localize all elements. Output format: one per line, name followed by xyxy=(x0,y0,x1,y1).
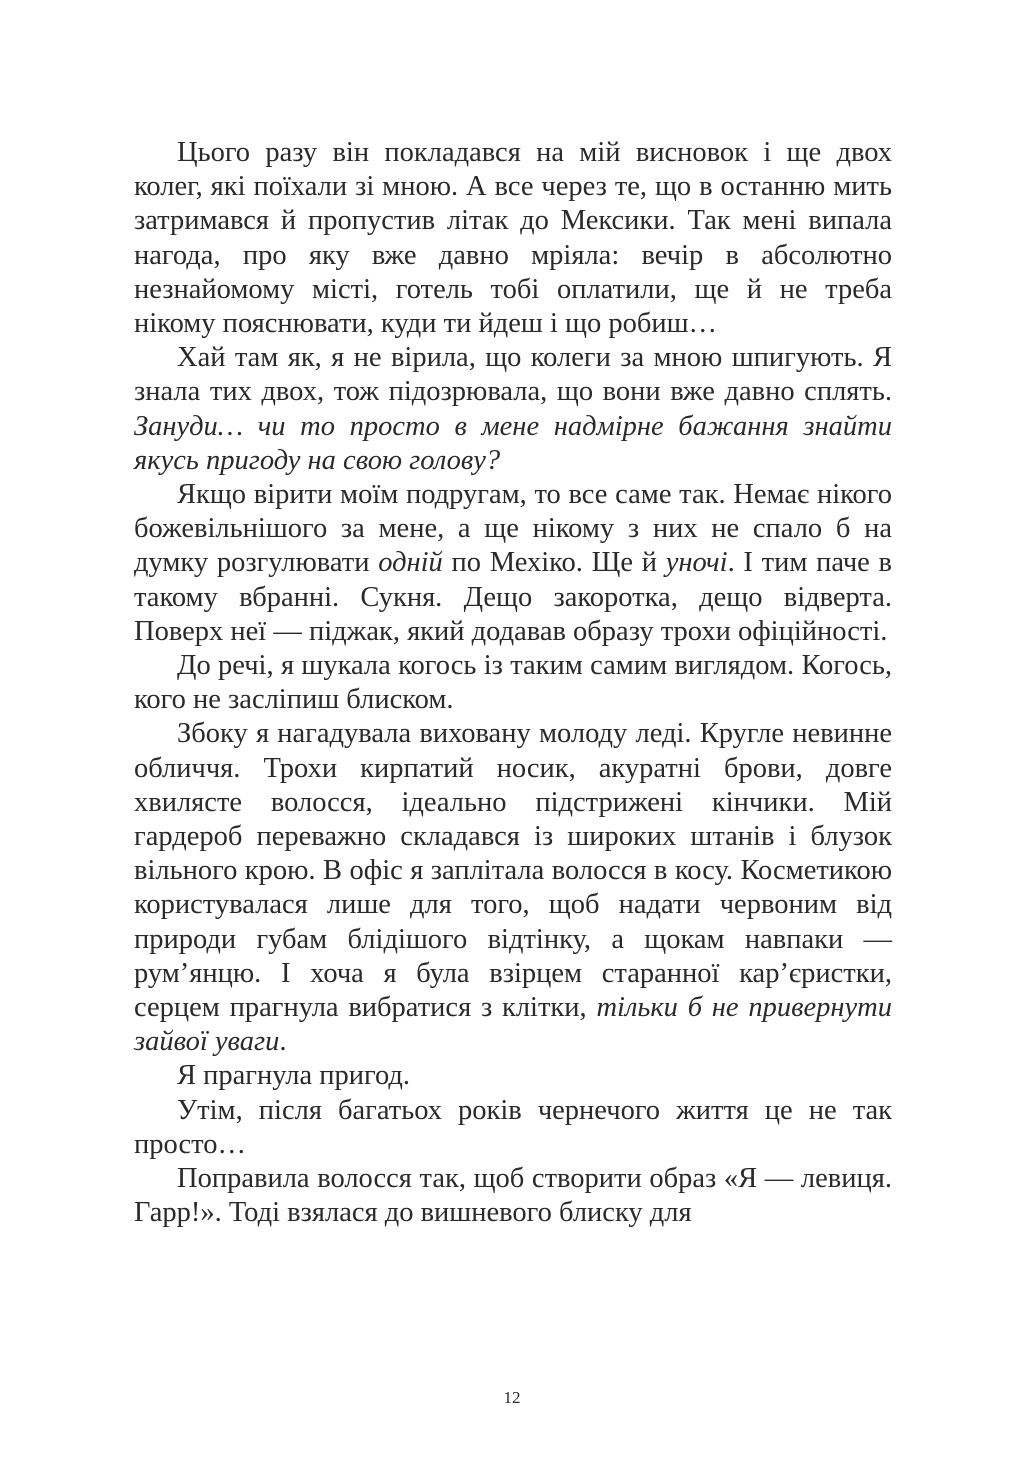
paragraph xyxy=(134,478,892,649)
text-segment: . xyxy=(279,1026,287,1058)
text-segment: Якщо вірити моїм подругам, то все саме так. Немає нікого божевільнішого за мене, а ще нікому з них не спало б на думку розгулювати xyxy=(134,479,892,579)
text-segment: Я прагнула пригод. xyxy=(177,1060,411,1092)
text-segment: Цього разу він покладався на мій висновок і ще двох колег, які поїхали зі мною. А все через те, що в останню мить затримався й пропустив літак до Мексики. Так мені випала нагода, про яку вже давно мріяла: вечір в абсолютно незнайомому місті, готель тобі оплатили, ще й не треба нікому пояснювати, куди ти йдеш і що робиш… xyxy=(134,137,892,340)
paragraph xyxy=(134,341,892,478)
text-segment: Поправила волосся так, щоб створити образ «Я — левиця. Гарр!». Тоді взялася до вишневого блиску для xyxy=(134,1163,892,1229)
italic-text-segment: тільки б не привернути зайвої уваги xyxy=(134,992,892,1058)
text-segment: Збоку я нагадувала виховану молоду леді. Кругле невинне обличчя. Трохи кирпатий носик, акуратні брови, довге хвилясте волосся, ідеально підстрижені кінчики. Мій гардероб переважно складався із широких штанів і блузок вільного крою. В офіс я заплітала волосся в косу. Косметикою користувалася лише для того, щоб надати червоним від природи губам блідішого відтінку, а щокам навпаки — рум’янцю. І хоча я була взірцем старанної кар’єристки, серцем прагнула вибратися з клітки, xyxy=(134,718,892,1024)
page-number: 12 xyxy=(503,1388,521,1407)
text-segment: Утім, після багатьох років чернечого життя це не так просто… xyxy=(134,1094,892,1160)
text-segment: До речі, я шукала когось із таким самим виглядом. Когось, кого не засліпиш блиском. xyxy=(134,650,892,716)
text-segment: Хай там як, я не вірила, що колеги за мною шпигують. Я знала тих двох, тож підозрювала, що вони вже давно сплять. xyxy=(134,342,892,408)
paragraph xyxy=(134,136,892,341)
paragraph xyxy=(134,1059,892,1093)
italic-text-segment: уночі xyxy=(665,547,728,579)
paragraph xyxy=(134,1162,892,1230)
paragraph xyxy=(134,717,892,1059)
text-segment: по Мехіко. Ще й xyxy=(442,547,666,579)
body-text xyxy=(134,136,892,1231)
italic-text-segment: Зануди… чи то просто в мене надмірне бажання знайти якусь пригоду на свою голову? xyxy=(134,410,892,476)
paragraph xyxy=(134,649,892,717)
italic-text-segment: одній xyxy=(378,547,443,579)
text-segment: . І тим паче в такому вбранні. Сукня. Дещо закоротка, дещо відверта. Поверх неї — піджак, який додавав образу трохи офіційності. xyxy=(134,547,893,647)
paragraph xyxy=(134,1094,892,1162)
